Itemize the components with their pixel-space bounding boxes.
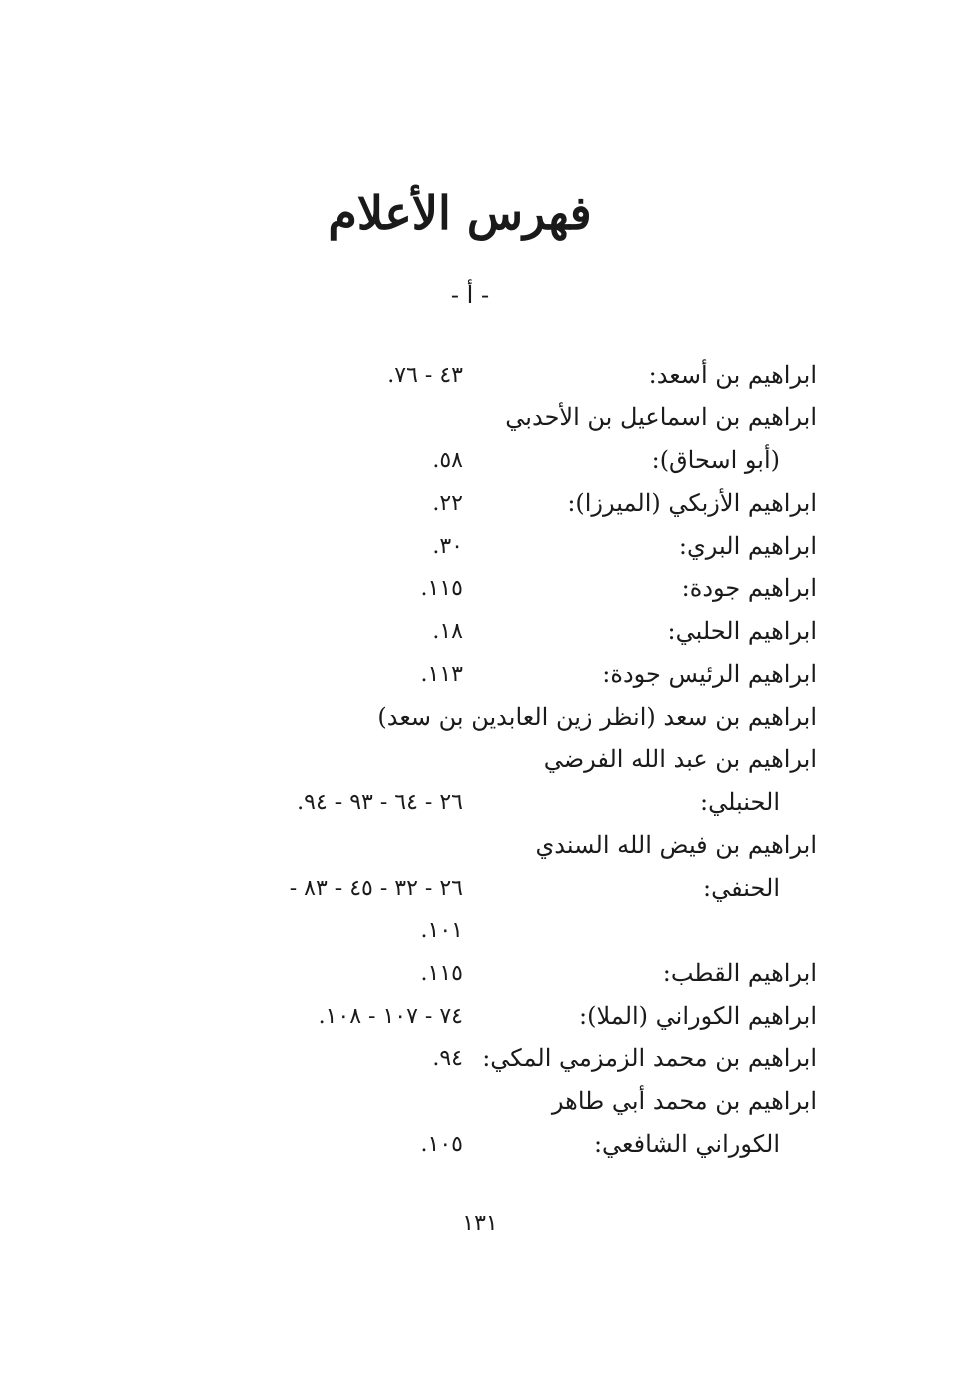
page-number: ١٣١	[462, 1211, 498, 1236]
page-title: فهرس الأعلام	[328, 186, 592, 240]
index-entry	[0, 867, 963, 910]
entry-name: ابراهيم الأزبكي (الميرزا):	[567, 489, 817, 517]
entry-pages: ١٠٥.	[420, 1132, 463, 1157]
entry-pages: ٧٤ - ١٠٧ - ١٠٨.	[318, 1004, 463, 1029]
index-entry	[0, 396, 963, 439]
entry-name: الكوراني الشافعي:	[593, 1130, 780, 1158]
entry-name: ابراهيم القطب:	[662, 959, 817, 987]
entry-pages: ١٨.	[432, 619, 463, 644]
entry-name: ابراهيم الرئيس جودة:	[602, 660, 817, 688]
index-entry	[0, 610, 963, 653]
index-entry	[0, 696, 963, 739]
index-entry	[0, 354, 963, 397]
entry-name: ابراهيم بن عبد الله الفرضي	[543, 745, 817, 773]
entry-pages: ٩٤.	[432, 1046, 463, 1071]
entry-pages: ١١٣.	[420, 662, 463, 687]
index-entry	[0, 653, 963, 696]
index-entry	[0, 952, 963, 995]
entry-name: ابراهيم جودة:	[681, 574, 817, 602]
entry-name: ابراهيم بن اسماعيل بن الأحدبي	[505, 403, 817, 431]
entry-name: (أبو اسحاق):	[651, 446, 780, 474]
entry-name: ابراهيم بن محمد أبي طاهر	[551, 1087, 817, 1115]
index-entry	[0, 525, 963, 568]
entry-name: ابراهيم الكوراني (الملا):	[579, 1002, 817, 1030]
entry-name: ابراهيم بن محمد الزمزمي المكي:	[482, 1044, 817, 1072]
entry-pages: ٢٦ - ٣٢ - ٤٥ - ٨٣ -	[289, 876, 463, 901]
entry-pages: ٣٠.	[432, 534, 463, 559]
index-entry	[0, 439, 963, 482]
index-entry	[0, 909, 963, 952]
index-entry	[0, 738, 963, 781]
index-entry	[0, 824, 963, 867]
entry-pages: ١٠١.	[420, 918, 463, 943]
index-entry	[0, 1037, 963, 1080]
entry-pages: ٢٢.	[432, 491, 463, 516]
entry-name: ابراهيم الحلبي:	[667, 617, 817, 645]
entry-pages: ٥٨.	[432, 448, 463, 473]
index-entry	[0, 482, 963, 525]
entry-pages: ١١٥.	[420, 961, 463, 986]
entry-pages: ٤٣ - ٧٦.	[387, 363, 463, 388]
entry-name: الحنفي:	[703, 874, 780, 902]
entry-name: ابراهيم بن أسعد:	[648, 361, 817, 389]
entry-pages: ٢٦ - ٦٤ - ٩٣ - ٩٤.	[297, 790, 463, 815]
entry-name: ابراهيم البري:	[678, 532, 817, 560]
index-entry	[0, 1123, 963, 1166]
entry-name: ابراهيم بن فيض الله السندي	[535, 831, 817, 859]
entry-pages: ١١٥.	[420, 576, 463, 601]
entry-name: ابراهيم بن سعد (انظر زين العابدين بن سعد)	[377, 703, 817, 731]
index-entry	[0, 1080, 963, 1123]
index-entry	[0, 567, 963, 610]
index-entry	[0, 995, 963, 1038]
index-entry	[0, 781, 963, 824]
entry-name: الحنبلي:	[700, 788, 780, 816]
section-letter-heading: - أ -	[450, 281, 490, 309]
